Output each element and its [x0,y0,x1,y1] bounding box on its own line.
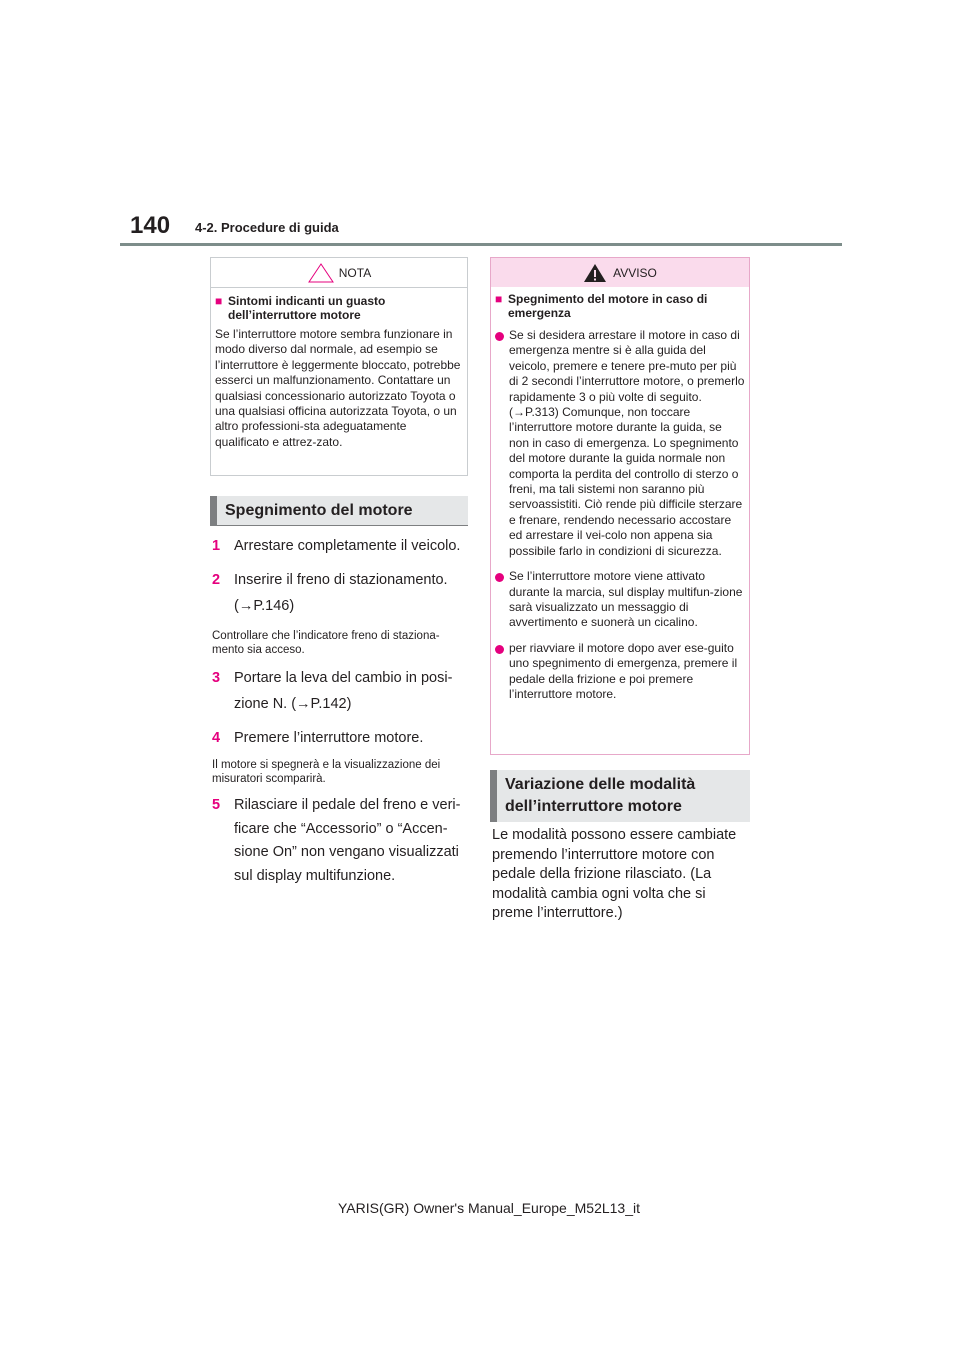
avviso-heading-row [495,292,745,320]
avviso-bullet [495,328,745,559]
step-item [212,535,468,557]
header-rule [120,243,842,246]
step-text: Premere l’interruttore motore. [234,730,424,746]
avviso-bullet [495,569,745,631]
warning-icon [583,263,607,283]
step-item [212,794,468,888]
step-item [212,665,468,717]
nota-title-row [211,258,467,288]
caution-outline-icon [307,262,335,284]
avviso-title: AVVISO [613,265,657,280]
round-bullet-icon [495,569,509,631]
square-bullet-icon: ■ [215,294,223,308]
section-heading-spegnimento: Spegnimento del motore [210,496,468,526]
avviso-bullet-text: Se l’interruttore motore viene attivato durante la marcia, sul display multifun-zione sarà visualizzato un messaggio di avvertimento e suonerà un cicalino. [509,569,743,630]
step-text: Inserire il freno di stazionamento. (→P.146) [234,572,448,614]
round-bullet-icon [495,328,509,559]
section-heading-variazione: Variazione delle modalità dell’interruttore motore [490,770,750,822]
step-item [212,727,468,749]
avviso-heading: Spegnimento del motore in caso di emergenza [508,292,708,320]
step-text: Arrestare completamente il veicolo. [234,538,461,554]
steps-list [212,533,468,888]
avviso-bullet-text: per riavviare il motore dopo aver ese-guito uno spegnimento di emergenza, premere il pedale della frizione e poi premere l’interruttore motore. [509,640,738,701]
nota-heading-row [215,294,463,322]
nota-title: NOTA [338,265,372,280]
page-number: 140 [130,212,171,239]
step-item [212,567,468,619]
step-number: 5 [212,797,221,813]
step-note: Controllare che l’indicatore freno di staziona-mento sia acceso. [212,630,440,656]
avviso-box [490,257,750,755]
step-number: 2 [212,572,221,588]
step-text: Portare la leva del cambio in posi-zione N. (→P.142) [234,670,453,712]
nota-heading: Sintomi indicanti un guasto dell’interruttore motore [228,294,386,322]
modalita-paragraph: Le modalità possono essere cambiate premendo l’interruttore motore con pedale della frizione rilasciato. (La modalità cambia ogni volta che si preme l’interruttore.) [492,827,737,921]
step-number: 3 [212,670,221,686]
step-number: 1 [212,538,221,554]
step-note: Il motore si spegnerà e la visualizzazione dei misuratori scomparirà. [212,759,441,785]
nota-text: Se l’interruttore motore sembra funzionare in modo diverso dal normale, ad esempio se l’interruttore è leggermente bloccato, potrebbe esserci un malfunzionamento. Contattare un qualsiasi concessionario autorizzato Toyota o una qualsiasi officina autorizzata Toyota, o un altro professioni-sta adeguatamente qualificato e attrez-zato. [215,327,461,449]
page-footer: YARIS(GR) Owner's Manual_Europe_M52L13_it [338,1200,640,1216]
avviso-bullet [495,641,745,703]
step-number: 4 [212,730,221,746]
nota-box [210,257,468,476]
avviso-title-row [491,258,749,287]
step-text: Rilasciare il pedale del freno e veri-ficare che “Accessorio” o “Accen-sione On” non vengano visualizzati sul display multifunzione. [234,797,461,884]
square-bullet-icon: ■ [495,292,503,306]
section-header: 4-2. Procedure di guida [195,220,339,235]
avviso-bullet-text: Se si desidera arrestare il motore in caso di emergenza mentre si è alla guida del veicolo, premere e tenere pre-muto per più di 2 secondi l’interruttore motore, o premerlo rapidamente 3 o più volte di seguito. (→P.313) Comunque, non toccare l’interruttore motore durante la guida, se non in caso di emergenza. Lo spegnimento del motore durante la guida normale non comporta la perdita del controllo di sterzo o freni, ma tali sistemi non saranno più servoassistiti. Ciò rende più difficile sterzare e frenare, rendendo necessario accostare ed arrestare il vei-colo non appena sia possibile farlo in condizioni di sicurezza. [509,328,745,558]
round-bullet-icon [495,641,509,703]
